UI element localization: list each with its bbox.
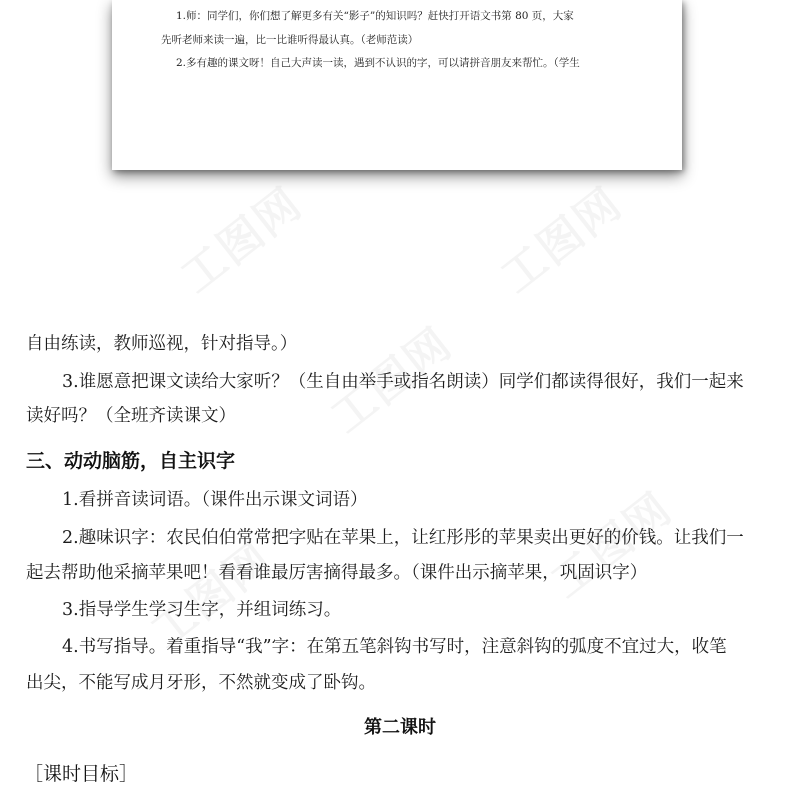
- lesson-heading: 第二课时: [364, 717, 436, 738]
- preview-line: 先听老师来读一遍，比一比谁听得最认真。（老师范读）: [161, 34, 419, 46]
- watermark: [485, 169, 633, 304]
- section-heading: 三、动动脑筋，自主识字: [26, 450, 236, 472]
- paragraph: 出尖，不能写成月牙形，不然就变成了卧钩。: [26, 673, 376, 693]
- paragraph: 自由练读，教师巡视，针对指导。）: [26, 334, 298, 354]
- document-preview-card: [112, 0, 682, 170]
- paragraph: 3.谁愿意把课文读给大家听？（生自由举手或指名朗读）同学们都读得很好，我们一起来: [62, 372, 744, 392]
- preview-line: 1.师：同学们，你们想了解更多有关“影子”的知识吗？赶快打开语文书第 80 页，大家: [176, 10, 574, 22]
- objectives-heading: ［课时目标］: [24, 763, 139, 785]
- paragraph: 1.看拼音读词语。（课件出示课文词语）: [62, 490, 368, 510]
- paragraph: 4.书写指导。着重指导“我”字：在第五笔斜钩书写时，注意斜钩的弧度不宜过大，收笔: [62, 637, 727, 657]
- paragraph: 读好吗？（全班齐读课文）: [26, 406, 236, 426]
- paragraph: 起去帮助他采摘苹果吧！看看谁最厉害摘得最多。（课件出示摘苹果，巩固识字）: [26, 563, 648, 583]
- paragraph: 2.趣味识字：农民伯伯常常把字贴在苹果上，让红彤彤的苹果卖出更好的价钱。让我们一: [62, 528, 744, 548]
- paragraph: 3.指导学生学习生字，并组词练习。: [62, 600, 342, 620]
- preview-line: 2.多有趣的课文呀！自己大声读一读，遇到不认识的字，可以请拼音朋友来帮忙。（学生: [176, 57, 580, 69]
- watermark: [165, 169, 313, 304]
